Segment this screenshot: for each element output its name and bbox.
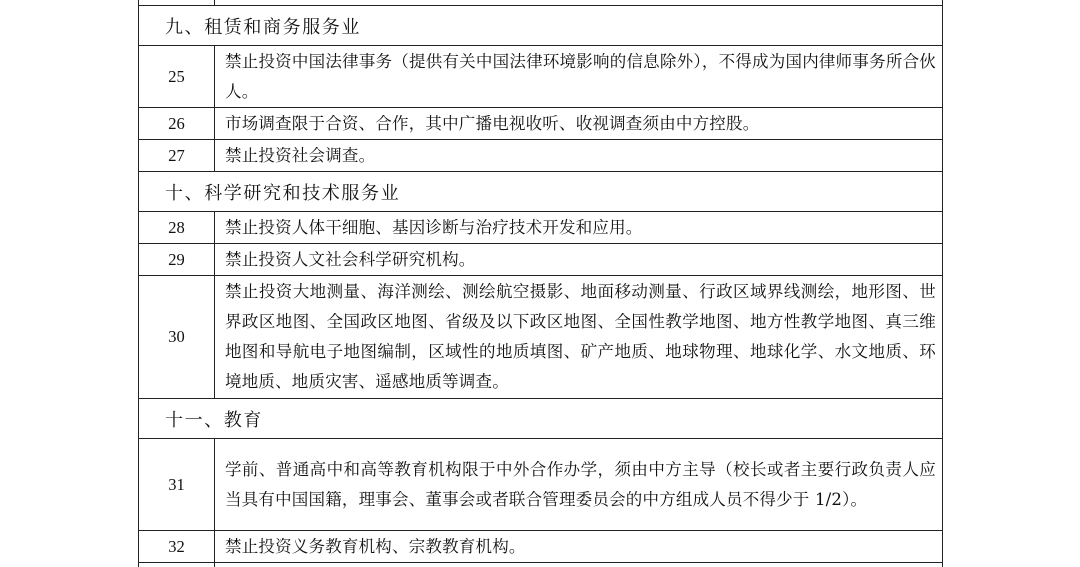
table-row-partial-bottom — [139, 563, 943, 567]
item-text: 禁止投资人体干细胞、基因诊断与治疗技术开发和应用。 — [215, 212, 943, 244]
item-number: 30 — [139, 276, 215, 399]
section-header-row — [139, 6, 943, 46]
section-header-row — [139, 399, 943, 439]
item-text: 禁止投资义务教育机构、宗教教育机构。 — [215, 531, 943, 563]
table-row — [139, 140, 943, 172]
table-row — [139, 108, 943, 140]
item-number: 31 — [139, 439, 215, 531]
item-number: 32 — [139, 531, 215, 563]
text-cell-empty — [215, 563, 943, 567]
item-text: 禁止投资社会调查。 — [215, 140, 943, 172]
item-number: 26 — [139, 108, 215, 140]
item-number: 25 — [139, 46, 215, 108]
table-row — [139, 212, 943, 244]
section-title: 十一、教育 — [139, 399, 943, 439]
item-text: 学前、普通高中和高等教育机构限于中外合作办学，须由中方主导（校长或者主要行政负责人应当具有中国国籍，理事会、董事会或者联合管理委员会的中方组成人员不得少于 1/2）。 — [215, 439, 943, 531]
table-row — [139, 531, 943, 563]
item-number: 29 — [139, 244, 215, 276]
table-row — [139, 439, 943, 531]
table-row — [139, 244, 943, 276]
section-header-row — [139, 172, 943, 212]
item-text: 禁止投资人文社会科学研究机构。 — [215, 244, 943, 276]
item-text: 禁止投资中国法律事务（提供有关中国法律环境影响的信息除外），不得成为国内律师事务所合伙人。 — [215, 46, 943, 108]
num-cell-empty — [139, 563, 215, 567]
table-row — [139, 276, 943, 399]
table-row — [139, 46, 943, 108]
item-number: 28 — [139, 212, 215, 244]
section-title: 十、科学研究和技术服务业 — [139, 172, 943, 212]
item-text: 禁止投资大地测量、海洋测绘、测绘航空摄影、地面移动测量、行政区域界线测绘，地形图、世界政区地图、全国政区地图、省级及以下政区地图、全国性教学地图、地方性教学地图、真三维地图和导航电子地图编制，区域性的地质填图、矿产地质、地球物理、地球化学、水文地质、环境地质、地质灾害、遥感地质等调查。 — [215, 276, 943, 399]
item-text: 市场调查限于合资、合作，其中广播电视收听、收视调查须由中方控股。 — [215, 108, 943, 140]
section-title: 九、租赁和商务服务业 — [139, 6, 943, 46]
item-number: 27 — [139, 140, 215, 172]
negative-list-table — [138, 0, 943, 567]
